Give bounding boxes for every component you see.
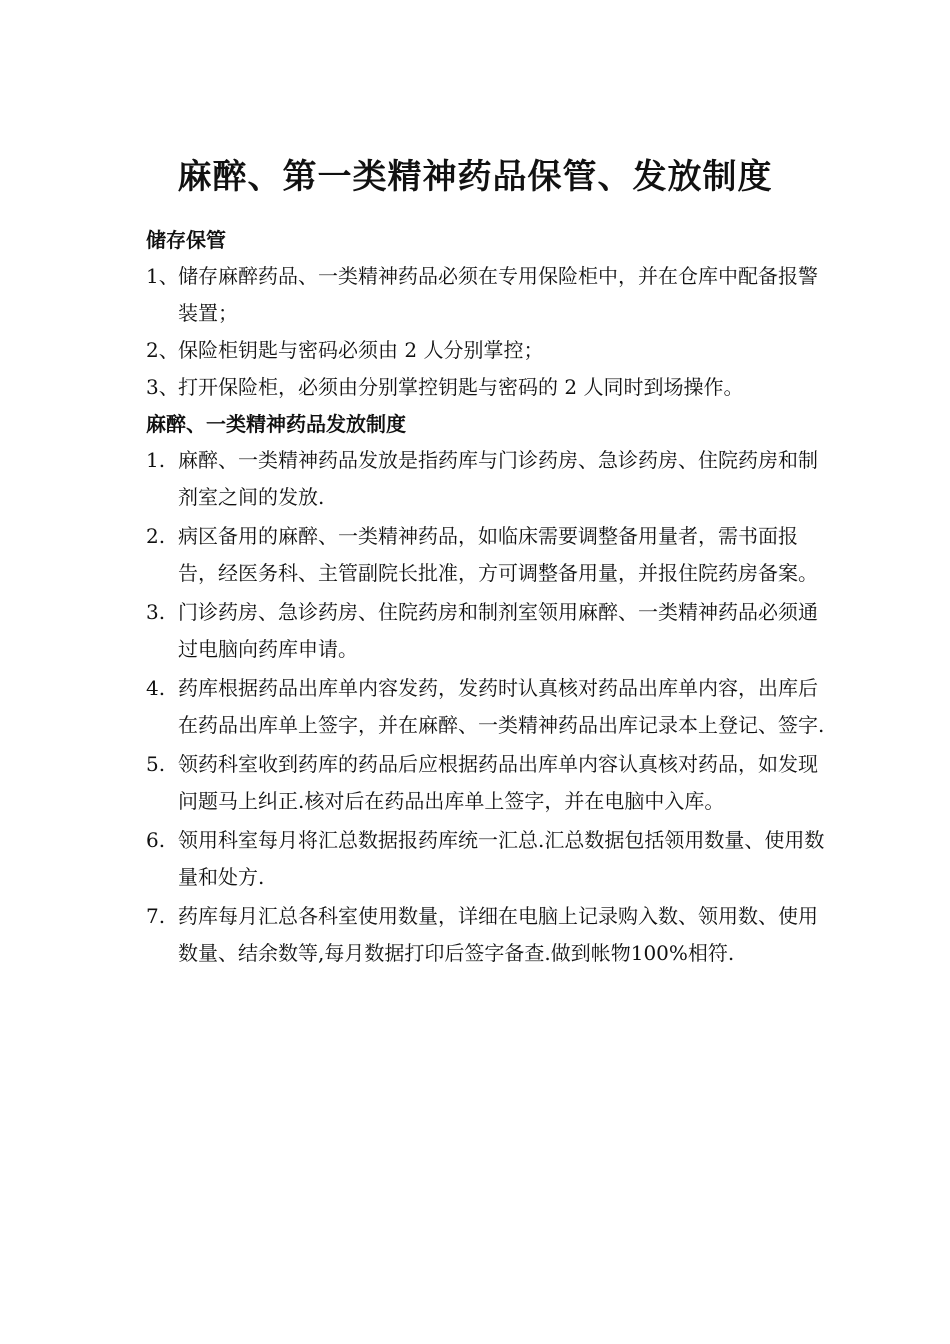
item-number: 3. <box>146 600 166 624</box>
section-dispensing <box>146 406 836 972</box>
item-text: 储存麻醉药品、一类精神药品必须在专用保险柜中，并在仓库中配备报警装置； <box>178 264 818 325</box>
item-number: 5. <box>146 752 166 776</box>
item-number: 2. <box>146 524 166 548</box>
list-item <box>146 822 836 896</box>
list-item <box>146 442 836 516</box>
item-number: 4. <box>146 676 166 700</box>
item-number: 1、 <box>146 264 179 288</box>
item-text: 门诊药房、急诊药房、住院药房和制剂室领用麻醉、一类精神药品必须通过电脑向药库申请。 <box>178 600 818 661</box>
item-text: 打开保险柜，必须由分别掌控钥匙与密码的 2 人同时到场操作。 <box>178 375 744 399</box>
item-text: 药库根据药品出库单内容发药，发药时认真核对药品出库单内容，出库后在药品出库单上签字，并在麻醉、一类精神药品出库记录本上登记、签字. <box>178 676 825 737</box>
item-text: 领用科室每月将汇总数据报药库统一汇总.汇总数据包括领用数量、使用数量和处方. <box>178 828 825 889</box>
item-text: 药库每月汇总各科室使用数量，详细在电脑上记录购入数、领用数、使用数量、结余数等,每月数据打印后签字备查.做到帐物100%相符. <box>178 904 818 965</box>
item-text: 领药科室收到药库的药品后应根据药品出库单内容认真核对药品，如发现问题马上纠正.核对后在药品出库单上签字，并在电脑中入库。 <box>178 752 818 813</box>
document-body <box>146 222 836 974</box>
item-number: 6. <box>146 828 166 852</box>
item-number: 3、 <box>146 375 179 399</box>
item-number: 1. <box>146 448 166 472</box>
item-text: 保险柜钥匙与密码必须由 2 人分别掌控； <box>178 338 544 362</box>
page-title: 麻醉、第一类精神药品保管、发放制度 <box>177 157 773 197</box>
list-item <box>146 746 836 820</box>
list-item <box>146 670 836 744</box>
item-number: 7. <box>146 904 166 928</box>
item-number: 2、 <box>146 338 179 362</box>
list-item <box>146 898 836 972</box>
list-item <box>146 369 836 406</box>
item-text: 麻醉、一类精神药品发放是指药库与门诊药房、急诊药房、住院药房和制剂室之间的发放. <box>178 448 818 509</box>
list-item <box>146 258 836 332</box>
section-heading-storage: 储存保管 <box>146 228 226 252</box>
section-heading-dispensing: 麻醉、一类精神药品发放制度 <box>146 412 406 436</box>
list-item <box>146 518 836 592</box>
section-storage <box>146 222 836 406</box>
item-text: 病区备用的麻醉、一类精神药品，如临床需要调整备用量者，需书面报告，经医务科、主管副院长批准，方可调整备用量，并报住院药房备案。 <box>178 524 818 585</box>
list-item <box>146 332 836 369</box>
list-item <box>146 594 836 668</box>
